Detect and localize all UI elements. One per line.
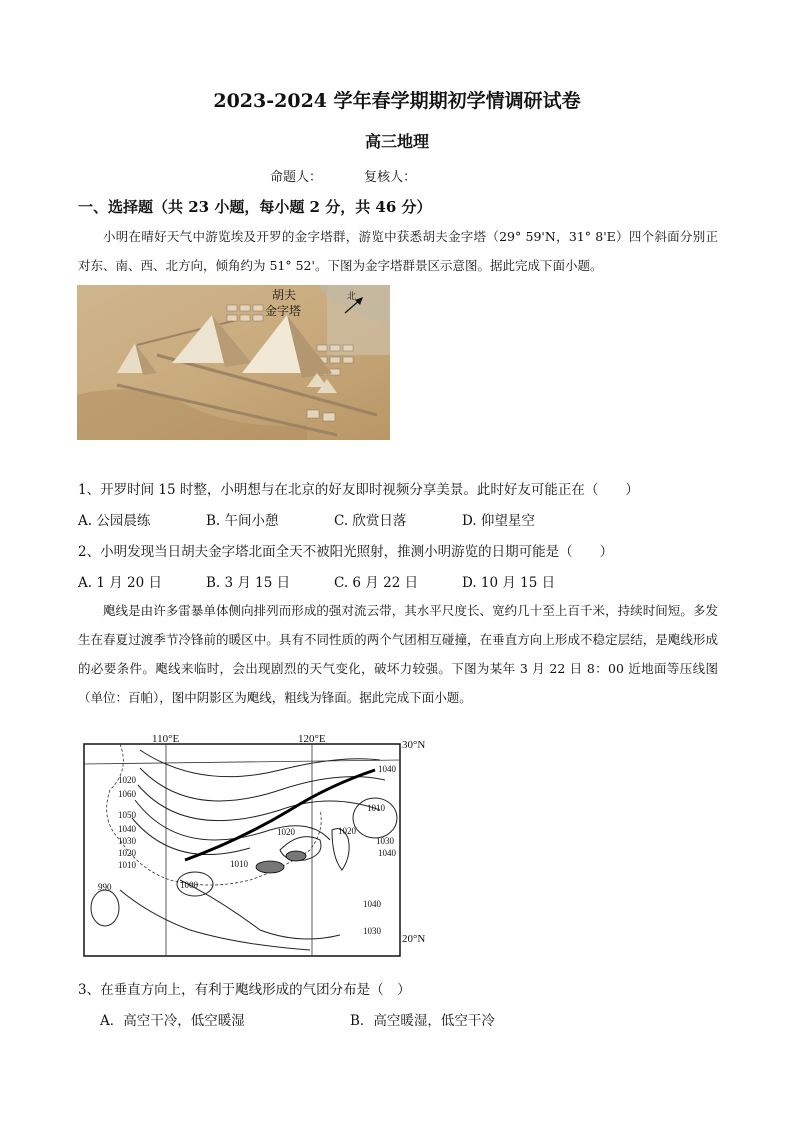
- isobar-label: 1020: [118, 848, 136, 858]
- q2-option-b[interactable]: B. 3 月 15 日: [206, 575, 291, 591]
- q1-option-d[interactable]: D. 仰望星空: [462, 513, 535, 529]
- isobar-label: 1000: [180, 880, 198, 890]
- q2-option-a[interactable]: A. 1 月 20 日: [78, 575, 162, 591]
- section-heading: 一、选择题（共 23 小题，每小题 2 分，共 46 分）: [78, 198, 432, 216]
- isobar-label: 1020: [338, 826, 356, 836]
- isobar-label: 1020: [277, 827, 295, 837]
- isobar-map: [80, 730, 460, 965]
- lon-label-110: 110°E: [152, 733, 180, 745]
- khufu-label-line2: 金字塔: [265, 304, 302, 318]
- isobar-label: 1040: [378, 848, 396, 858]
- isobar-label: 1050: [118, 810, 136, 820]
- question-1-stem: 1、开罗时间 15 时整，小明想与在北京的好友即时视频分享美景。此时好友可能正在（ ）: [78, 482, 639, 498]
- question-3-options: [100, 1009, 600, 1029]
- khufu-label-line1: 胡夫: [272, 288, 297, 302]
- q1-option-a[interactable]: A. 公园晨练: [78, 513, 151, 529]
- isobar-label: 1010: [367, 803, 385, 813]
- lat-label-20: 20°N: [402, 933, 426, 945]
- isobar-label: 1030: [376, 836, 394, 846]
- question-3-stem: 3、在垂直方向上，有利于飑线形成的气团分布是（ ）: [78, 982, 411, 998]
- isobar-label: 1040: [118, 824, 136, 834]
- question-2-stem: 2、小明发现当日胡夫金字塔北面全天不被阳光照射，推测小明游览的日期可能是（ ）: [78, 544, 614, 560]
- pyramid-figure: [77, 285, 390, 440]
- question-2-options: [78, 571, 590, 591]
- intro-paragraph-2: 飑线是由许多雷暴单体侧向排列而形成的强对流云带，其水平尺度长、宽约几十至上百千米，持续时间短。多发生在春夏过渡季节冷锋前的暖区中。具有不同性质的两个气团相互碰撞，在垂直方向上形成不稳定层结，是飑线形成的必要条件。飑线来临时，会出现剧烈的天气变化，破坏力较强。下图为某年 3 月 22 日 8：00 近地面等压线图（单位：百帕），图中阴影区为飑线，粗线为锋面。据此完成下面小题。: [78, 603, 718, 705]
- q3-option-a[interactable]: A．高空干冷，低空暖湿: [100, 1013, 245, 1029]
- isobar-label: 1060: [118, 789, 136, 799]
- exam-title: 2023-2024 学年春学期期初学情调研试卷: [213, 90, 581, 112]
- isobar-label: 1010: [118, 860, 136, 870]
- isobar-label: 1030: [118, 836, 136, 846]
- q1-option-c[interactable]: C. 欣赏日落: [334, 513, 407, 529]
- isobar-label: 1020: [118, 775, 136, 785]
- isobar-label: 1010: [230, 859, 248, 869]
- reviewer-label: 复核人：: [364, 170, 417, 185]
- question-1-options: [78, 509, 590, 529]
- q1-option-b[interactable]: B. 午间小憩: [206, 513, 279, 529]
- q2-option-c[interactable]: C. 6 月 22 日: [334, 575, 419, 591]
- intro-paragraph-1: 小明在晴好天气中游览埃及开罗的金字塔群，游览中获悉胡夫金字塔（29° 59'N，31° 8'E）四个斜面分别正对东、南、西、北方向，倾角约为 51° 52'。下图为金字塔群景区示意图。据此完成下面小题。: [78, 229, 718, 273]
- lat-label-30: 30°N: [402, 739, 426, 751]
- q3-option-b[interactable]: B．高空暖湿，低空干冷: [350, 1013, 495, 1029]
- author-label: 命题人：: [270, 170, 323, 185]
- north-arrow-label: 北: [347, 292, 357, 302]
- lon-label-120: 120°E: [298, 733, 326, 745]
- isobar-label: 1030: [363, 926, 381, 936]
- isobar-label: 990: [98, 882, 112, 892]
- exam-subtitle: 高三地理: [364, 132, 429, 151]
- isobar-label: 1040: [378, 764, 396, 774]
- isobar-label: 1040: [363, 899, 381, 909]
- q2-option-d[interactable]: D. 10 月 15 日: [462, 575, 556, 591]
- authors-line: [270, 166, 454, 185]
